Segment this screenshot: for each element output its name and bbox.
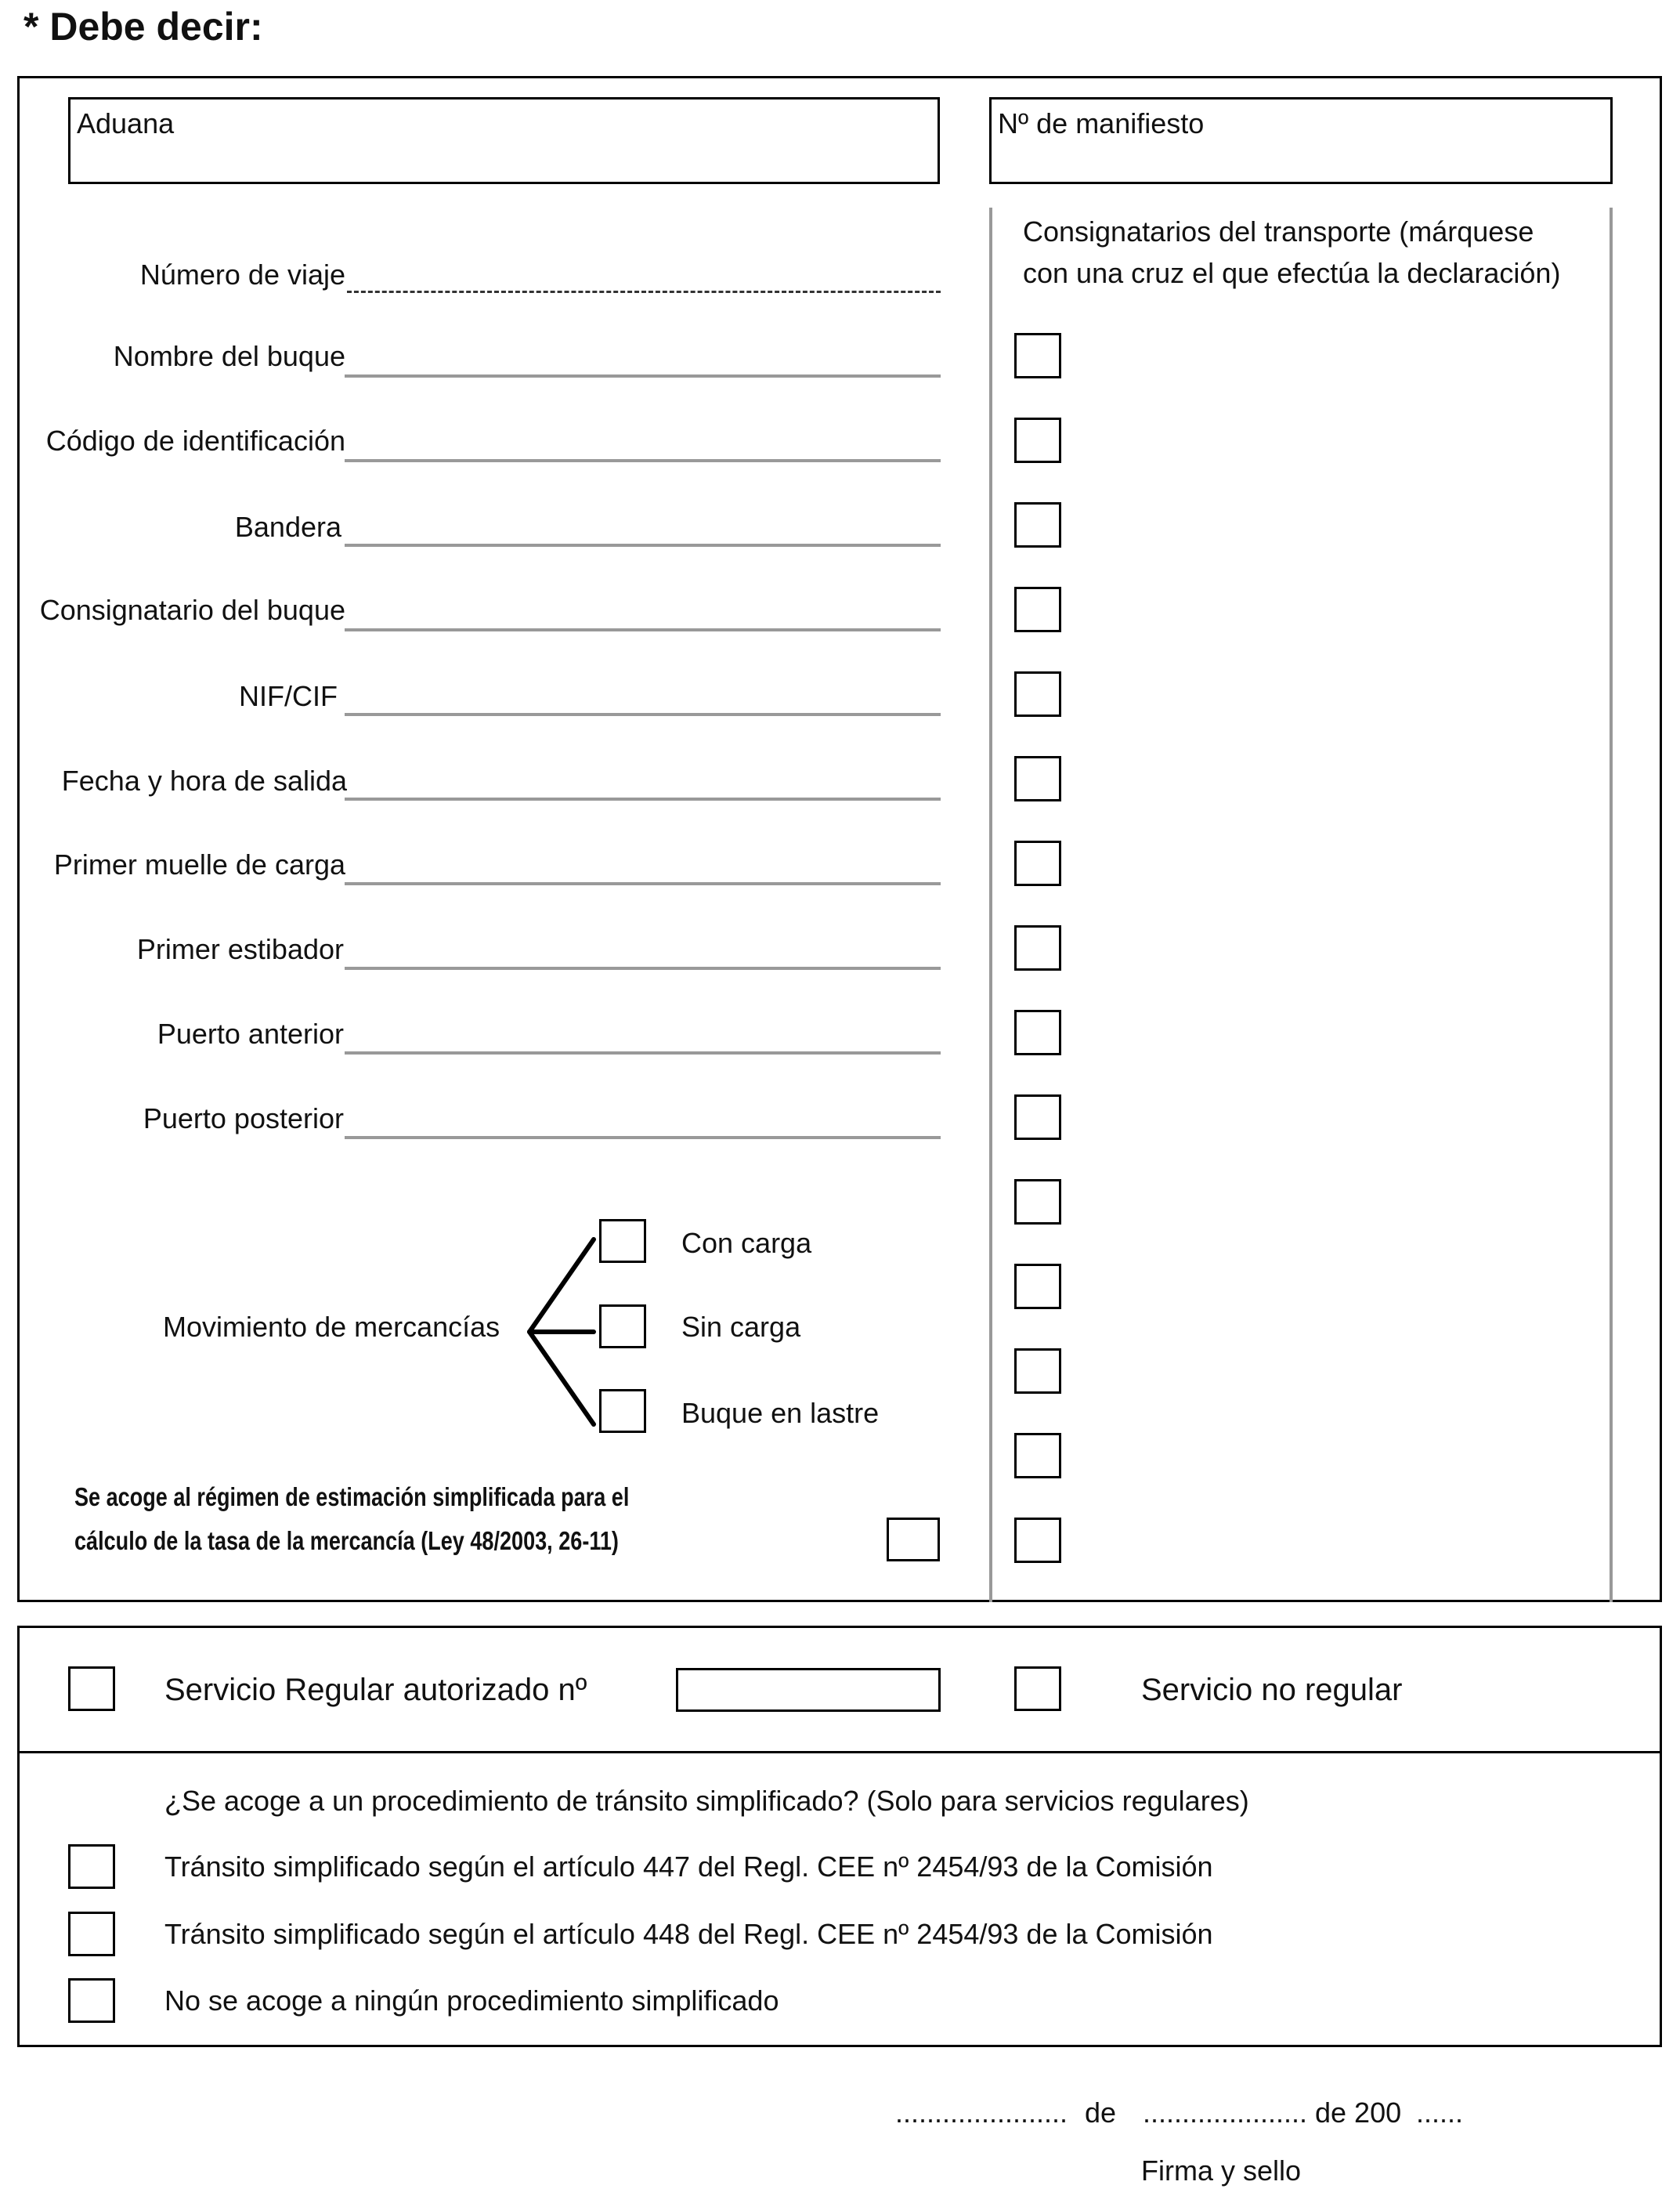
consignatario-checkbox[interactable] — [1014, 1348, 1061, 1394]
consignatario-buque-input[interactable] — [345, 628, 941, 631]
consignatario-checkbox[interactable] — [1014, 671, 1061, 717]
regimen-text-line2: cálculo de la tasa de la mercancía (Ley 48/2003, 26-11) — [74, 1526, 619, 1555]
consignatario-checkbox[interactable] — [1014, 925, 1061, 971]
field-label-puerto-anterior: Puerto anterior — [157, 1018, 344, 1050]
field-label-codigo-identificacion: Código de identificación — [45, 425, 345, 457]
date-day-dots[interactable]: ...................... — [895, 2097, 1068, 2129]
date-year-dots[interactable]: ...... — [1416, 2097, 1464, 2129]
date-year-prefix: de 200 — [1315, 2097, 1402, 2129]
primer-estibador-input[interactable] — [345, 967, 941, 970]
nif-cif-input[interactable] — [345, 713, 941, 716]
consignatario-checkbox[interactable] — [1014, 1179, 1061, 1225]
movimiento-label: Movimiento de mercancías — [163, 1311, 500, 1343]
codigo-identificacion-input[interactable] — [345, 459, 941, 462]
consignatario-checkbox[interactable] — [1014, 1518, 1061, 1563]
servicio-divider — [17, 1751, 1662, 1753]
no-transito-label: No se acoge a ningún procedimiento simplificado — [164, 1984, 779, 2017]
aduana-field[interactable] — [68, 97, 940, 184]
aduana-label: Aduana — [77, 107, 175, 139]
consignatario-checkbox[interactable] — [1014, 841, 1061, 886]
regimen-checkbox[interactable] — [887, 1518, 940, 1561]
buque-lastre-checkbox[interactable] — [599, 1389, 646, 1433]
servicio-regular-label: Servicio Regular autorizado nº — [164, 1673, 587, 1707]
firma-sello-label: Firma y sello — [1141, 2154, 1302, 2187]
servicio-regular-checkbox[interactable] — [68, 1666, 115, 1711]
servicio-regular-number-input[interactable] — [676, 1668, 941, 1712]
consignatario-checkbox[interactable] — [1014, 1094, 1061, 1140]
puerto-anterior-input[interactable] — [345, 1051, 941, 1055]
field-label-numero-viaje: Número de viaje — [139, 259, 345, 291]
primer-muelle-input[interactable] — [345, 882, 941, 885]
consignatario-checkbox[interactable] — [1014, 1010, 1061, 1055]
page-title: * Debe decir: — [23, 5, 263, 49]
puerto-posterior-input[interactable] — [345, 1136, 941, 1139]
consignatarios-heading-line2: con una cruz el que efectúa la declaración) — [1023, 257, 1561, 289]
field-label-primer-estibador: Primer estibador — [136, 933, 344, 965]
field-label-fecha-hora-salida: Fecha y hora de salida — [61, 765, 347, 797]
date-month-dots[interactable]: ..................... — [1143, 2097, 1308, 2129]
servicio-no-regular-checkbox[interactable] — [1014, 1666, 1061, 1711]
field-label-nombre-buque: Nombre del buque — [113, 340, 345, 372]
field-label-consignatario-buque: Consignatario del buque — [39, 594, 345, 626]
sin-carga-checkbox[interactable] — [599, 1304, 646, 1348]
date-de-label: de — [1085, 2097, 1117, 2129]
field-label-puerto-posterior: Puerto posterior — [143, 1102, 344, 1134]
transito-448-label: Tránsito simplificado según el artículo 448 del Regl. CEE nº 2454/93 de la Comisión — [164, 1918, 1213, 1950]
con-carga-checkbox[interactable] — [599, 1219, 646, 1263]
fecha-hora-salida-input[interactable] — [345, 798, 941, 801]
consignatario-checkbox[interactable] — [1014, 756, 1061, 801]
transito-question: ¿Se acoge a un procedimiento de tránsito simplificado? (Solo para servicios regulares) — [164, 1785, 1249, 1817]
transito-448-checkbox[interactable] — [68, 1912, 115, 1956]
transito-447-checkbox[interactable] — [68, 1844, 115, 1889]
transito-447-label: Tránsito simplificado según el artículo 447 del Regl. CEE nº 2454/93 de la Comisión — [164, 1851, 1213, 1883]
manifiesto-field[interactable] — [989, 97, 1613, 184]
consignatarios-heading-line1: Consignatarios del transporte (márquese — [1023, 215, 1534, 248]
consignatarios-left-border — [989, 208, 992, 1602]
consignatario-checkbox[interactable] — [1014, 1433, 1061, 1478]
regimen-text-line1: Se acoge al régimen de estimación simplificada para el — [74, 1482, 630, 1511]
servicio-no-regular-label: Servicio no regular — [1141, 1673, 1403, 1707]
nombre-buque-input[interactable] — [345, 374, 941, 378]
con-carga-label: Con carga — [681, 1227, 812, 1259]
consignatario-checkbox[interactable] — [1014, 587, 1061, 632]
bracket-icon — [525, 1230, 599, 1434]
buque-lastre-label: Buque en lastre — [681, 1397, 880, 1429]
manifiesto-label: Nº de manifiesto — [998, 107, 1205, 139]
no-transito-checkbox[interactable] — [68, 1978, 115, 2023]
field-label-bandera: Bandera — [234, 511, 341, 543]
field-label-nif-cif: NIF/CIF — [239, 680, 338, 712]
consignatarios-right-border — [1610, 208, 1613, 1602]
consignatario-checkbox[interactable] — [1014, 418, 1061, 463]
consignatario-checkbox[interactable] — [1014, 1264, 1061, 1309]
sin-carga-label: Sin carga — [681, 1311, 801, 1343]
field-label-primer-muelle: Primer muelle de carga — [53, 848, 345, 881]
consignatario-checkbox[interactable] — [1014, 333, 1061, 378]
consignatario-checkbox[interactable] — [1014, 502, 1061, 548]
bandera-input[interactable] — [345, 544, 941, 547]
numero-viaje-input[interactable] — [347, 291, 941, 293]
vessel-section-frame — [17, 76, 1662, 1602]
